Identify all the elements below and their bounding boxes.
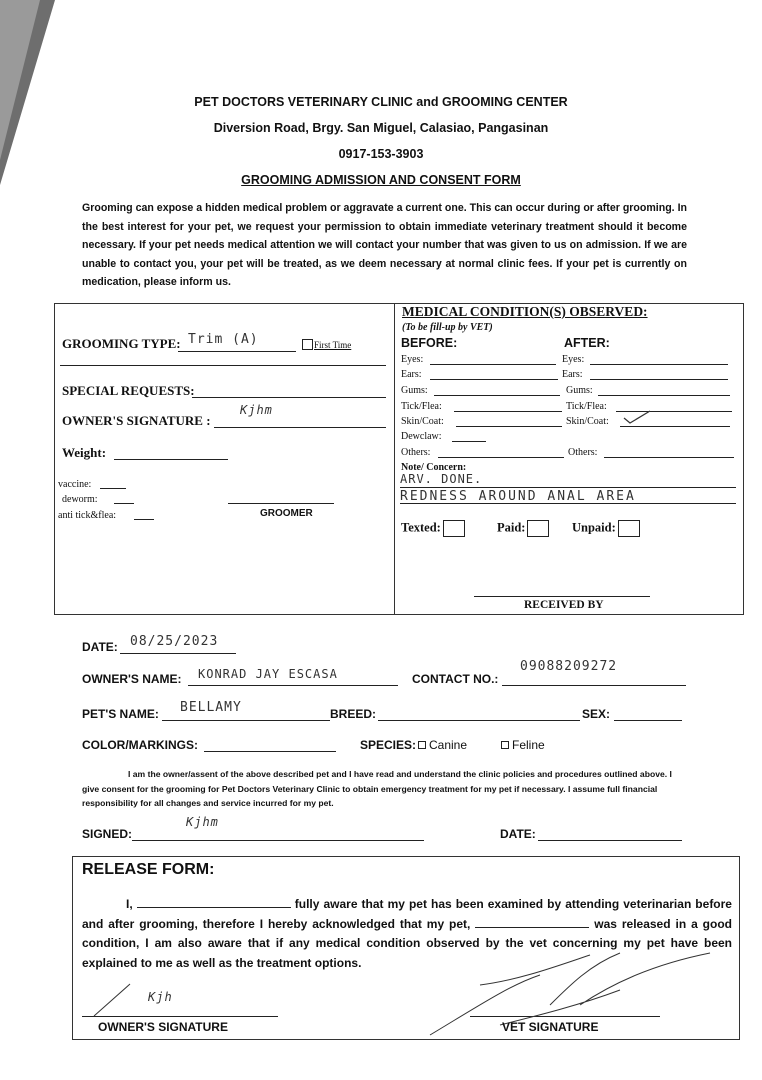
grooming-type-line-2 [60,365,386,366]
after-ears: Ears: [562,369,583,380]
breed-line [378,720,580,721]
paid-label: Paid: [497,520,526,535]
texted-checkbox[interactable] [443,520,465,537]
note-rule-2 [400,503,736,504]
grooming-type-label: GROOMING TYPE: [62,336,181,351]
deworm-line [114,503,134,504]
release-title: RELEASE FORM: [82,861,215,878]
form-title: GROOMING ADMISSION AND CONSENT FORM [241,173,521,187]
intro-paragraph: Grooming can expose a hidden medical problem or aggravate a current one. This can occur during or after grooming. In the best interest for your pet, we request your permission to obtain immediate veterinary treatment should it become necessary. If your pet needs medical attention we will contact your number that was given to us on admission. If we are unable to contact you, your pet will be treated, as we deem necessary at normal clinic fees. If your pet is currently on medication, please inform us. [82,202,687,288]
grooming-type-line [178,351,296,352]
checkmark-icon [622,408,652,426]
before-others-line [438,457,564,458]
consent-date-line [538,840,682,841]
before-skin-coat-line [456,426,562,427]
date-value[interactable]: 08/25/2023 [130,634,219,649]
signed-line [132,840,424,841]
before-dewclaw: Dewclaw: [401,431,442,442]
before-tick-flea-line [454,411,562,412]
unpaid-group [572,520,640,537]
after-gums-line [598,395,730,396]
groomer-label: GROOMER [260,508,313,519]
note-rule-1 [400,487,736,488]
canine-label: Canine [429,738,468,752]
note-line-1[interactable]: ARV. DONE. [400,472,483,486]
owner-signature-line [214,427,386,428]
before-others: Others: [401,447,431,458]
vaccine-label: vaccine: [58,479,92,490]
before-skin-coat: Skin/Coat: [401,416,444,427]
anti-tick-line [134,519,154,520]
color-markings-line [204,751,336,752]
owner-name-line [188,685,398,686]
first-time-label: First Time [314,340,352,350]
after-skin-coat: Skin/Coat: [566,416,609,427]
owner-name-value[interactable]: KONRAD JAY ESCASA [198,667,338,681]
contact-line [502,685,686,686]
weight-label: Weight: [62,445,107,460]
owner-signature-value[interactable]: Kjhm [240,403,273,417]
after-others: Others: [568,447,598,458]
texted-group [401,520,465,537]
canine-checkbox[interactable] [418,741,426,749]
breed-label: BREED: [330,707,377,721]
signed-label: SIGNED: [82,827,133,841]
after-ears-line [590,379,728,380]
before-gums-line [434,395,560,396]
clinic-phone: 0917-153-3903 [338,147,424,161]
release-owner-sig-label: OWNER'S SIGNATURE [98,1020,228,1034]
consent-date-label: DATE: [500,827,536,841]
release-owner-name-line[interactable] [137,896,291,908]
contact-label: CONTACT NO.: [412,672,499,686]
note-label: Note/ Concern: [401,462,467,473]
feline-label: Feline [512,738,545,752]
owner-name-label: OWNER'S NAME: [82,672,182,686]
before-gums: Gums: [401,385,428,396]
received-by-label: RECEIVED BY [524,599,604,611]
note-line-2[interactable]: REDNESS AROUND ANAL AREA [400,489,636,504]
release-pet-name-line[interactable] [475,916,589,928]
grooming-type-value[interactable]: Trim (A) [188,332,259,347]
unpaid-checkbox[interactable] [618,520,640,537]
after-eyes-line [590,364,728,365]
clinic-address: Diversion Road, Brgy. San Miguel, Calasiao, Pangasinan [213,121,549,135]
consent-text: I am the owner/assent of the above described pet and I have read and understand the clinic policies and procedures outlined above. I give consent for the grooming for Pet Doctors Veterinary Clinic to obtain emergency treatment for my pet if necessary. I assume full financial responsibility for all changes and service incurred for my pet. [82,769,672,808]
received-by-line [474,596,650,597]
species-label: SPECIES: [360,738,417,752]
date-label: DATE: [82,640,118,654]
before-tick-flea: Tick/Flea: [401,401,442,412]
color-markings-label: COLOR/MARKINGS: [82,738,198,752]
before-eyes: Eyes: [401,354,424,365]
after-eyes: Eyes: [562,354,585,365]
release-part-2: fully aware that my pet has been examined by attending veterinarian before and after grooming, therefore I hereby acknowledged that my pet, [82,897,732,931]
release-vet-sig-label: VET SIGNATURE [502,1020,599,1034]
scan-fold-highlight [0,0,40,160]
release-owner-sig-value[interactable]: Kjh [148,990,173,1004]
after-skin-coat-line [620,426,730,427]
date-line [120,653,236,654]
owner-signature-label: OWNER'S SIGNATURE : [62,413,211,428]
sex-line [614,720,682,721]
signed-value[interactable]: Kjhm [186,815,219,829]
pet-name-label: PET'S NAME: [82,707,159,721]
medical-title: MEDICAL CONDITION(S) OBSERVED: [402,304,648,319]
after-others-line [604,457,734,458]
after-gums: Gums: [566,385,593,396]
before-ears-line [430,379,558,380]
special-requests-line [192,397,386,398]
texted-label: Texted: [401,520,441,535]
release-part-1: I, [126,897,133,911]
weight-line [114,459,228,460]
before-label: BEFORE: [401,336,458,350]
first-time-checkbox[interactable] [302,339,313,350]
unpaid-label: Unpaid: [572,520,616,535]
sex-label: SEX: [582,707,611,721]
after-tick-flea: Tick/Flea: [566,401,607,412]
paid-checkbox[interactable] [527,520,549,537]
owner-signature-stroke [90,980,150,1020]
feline-checkbox[interactable] [501,741,509,749]
column-divider [394,303,395,615]
after-label: AFTER: [564,336,610,350]
groomer-line [228,503,334,504]
clinic-name: PET DOCTORS VETERINARY CLINIC and GROOMING CENTER [194,95,568,109]
anti-tick-label: anti tick&flea: [58,510,117,521]
pet-name-value[interactable]: BELLAMY [180,700,242,715]
release-part-3: was released in a good condition, I am also aware that if any medical condition observed by the vet concerning my pet have been explained to me as well as the treatment options. [82,916,732,970]
vaccine-line [100,488,126,489]
before-dewclaw-line [452,441,486,442]
paid-group [497,520,549,537]
special-requests-label: SPECIAL REQUESTS: [62,383,195,398]
before-eyes-line [430,364,556,365]
pet-name-line [162,720,330,721]
before-ears: Ears: [401,369,422,380]
deworm-label: deworm: [62,494,98,505]
contact-value[interactable]: 09088209272 [520,659,618,674]
medical-subtitle: (To be fill-up by VET) [402,322,493,333]
